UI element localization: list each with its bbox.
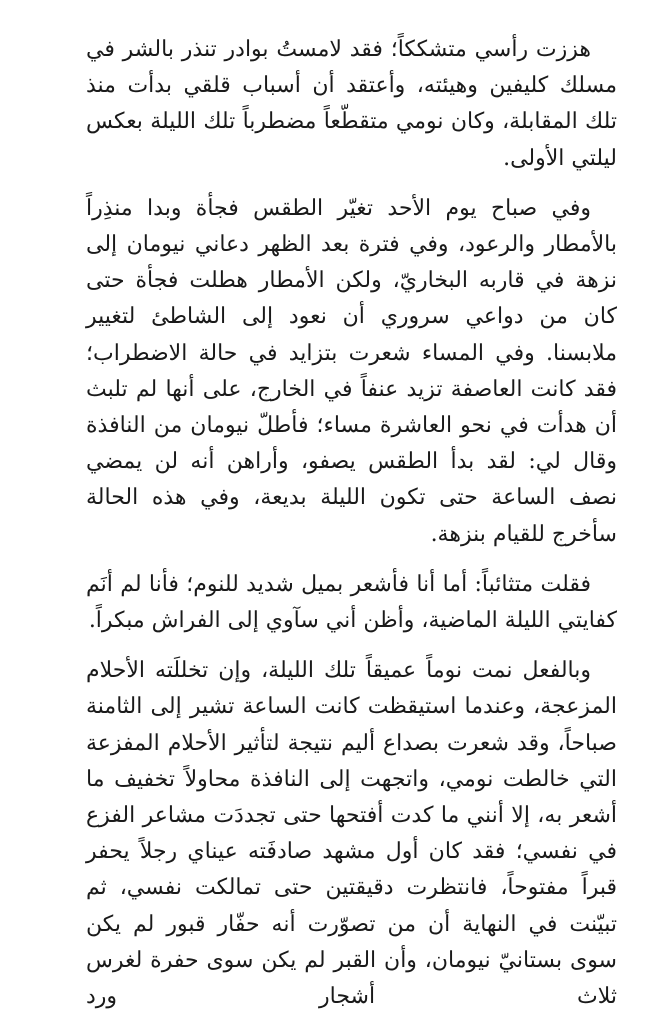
paragraph: وفي صباح يوم الأحد تغيّر الطقس فجأة وبدا منذِراً بالأمطار والرعود، وفي فترة بعد الظهر دعاني نيومان إلى نزهة في قاربه البخاريّ، ولكن الأمطار هطلت فجأة حتى كان من دواعي سروري أن نعود إلى الشاطئ لتغيير ملابسنا. وفي المساء شعرت بتزايد في حالة الاضطراب؛ فقد كانت العاصفة تزيد عنفاً في الخارج، على أنها لم تلبث أن هدأت في نحو العاشرة مساء؛ فأطلّ نيومان من النافذة وقال لي: لقد بدأ الطقس يصفو، وأراهن أنه لن يمضي نصف الساعة حتى تكون الليلة بديعة، وفي هذه الحالة سأخرج للقيام بنزهة. — [86, 195, 617, 547]
paragraph: هززت رأسي متشككاً؛ فقد لامستُ بوادر تنذر بالشر في مسلك كليفين وهيئته، وأعتقد أن أسباب قلقي بدأت منذ تلك المقابلة، وكان نومي متقطّعاً مضطرباً تلك الليلة بعكس ليلتي الأولى. — [86, 37, 617, 171]
paragraph: فقلت متثائباً: أما أنا فأشعر بميل شديد للنوم؛ فأنا لم أنَم كفايتي الليلة الماضية، وأظن أني سآوي إلى الفراش مبكراً. — [86, 571, 617, 634]
paragraph: وبالفعل نمت نوماً عميقاً تلك الليلة، وإن تخللَته الأحلام المزعجة، وعندما استيقظت كانت الساعة تشير إلى الثامنة صباحاً، وقد شعرت بصداع أليم نتيجة لتأثير الأحلام المفزعة التي خالطت نومي، واتجهت إلى النافذة محاولاً تخفيف ما أشعر به، إلا أنني ما كدت أفتحها حتى تجددَت مشاعر الفزع في نفسي؛ فقد كان أول مشهد صادفَته عيناي رجلاً يحفر قبراً مفتوحاً، فانتظرت دقيقتين حتى تمالكت نفسي، ثم تبيّنت في النهاية أن من تصوّرت أنه حفّار قبور لم يكن سوى بستانيّ نيومان، وأن القبر لم يكن سوى حفرة لغرس ثلاث أشجار ورد — [86, 658, 617, 1010]
